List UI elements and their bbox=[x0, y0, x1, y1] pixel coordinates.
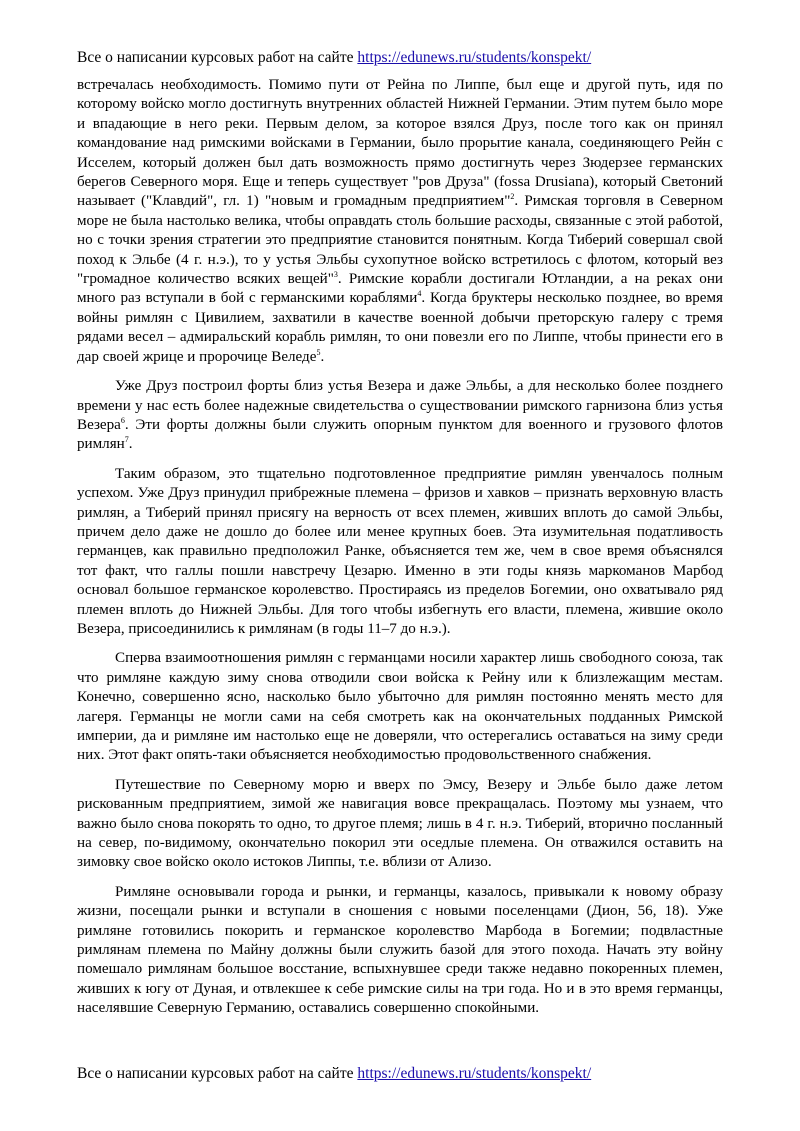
footnote-ref-2[interactable]: 2 bbox=[510, 192, 515, 202]
paragraph-4: Сперва взаимоотношения римлян с германцами носили характер лишь свободного союза, так что римляне каждую зиму снова отводили свои войска к Рейну или к близлежащим местам. Конечно, совершенно ясно, насколько было убыточно для римлян постоянно менять место для лагеря. Германцы не могли сами на себя смотреть как на окончательных подданных Римской империи, да и римляне им настолько еще не доверяли, что остерегались оставаться на зиму среди них. Этот факт опять-таки объясняется необходимостью продовольственного снабжения. bbox=[77, 650, 723, 764]
footnote-ref-7[interactable]: 7 bbox=[124, 435, 129, 445]
footer-text: Все о написании курсовых работ на сайте bbox=[77, 1065, 358, 1082]
paragraph-2-text-c: . bbox=[128, 436, 133, 453]
footnote-ref-3[interactable]: 3 bbox=[333, 270, 338, 280]
article-body bbox=[77, 76, 723, 1029]
paragraph-1 bbox=[77, 76, 723, 367]
footnote-ref-4[interactable]: 4 bbox=[417, 289, 422, 299]
footnote-ref-5[interactable]: 5 bbox=[316, 347, 321, 357]
paragraph-1-text-b: . Римская торговля в Северном море не была настолько велика, чтобы оправдать столь большие расходы, связанные с этой работой, но с точки зрения стратегии это предприятие становится понятным. Когда Тиберий совершал свой поход к Эльбе (4 г. н.э.), то у устья Эльбы сухопутное войско встретилось с флотом, который вез "громадное количество всяких вещей" bbox=[77, 193, 723, 288]
header-link[interactable]: https://edunews.ru/students/konspekt/ bbox=[357, 49, 592, 66]
paragraph-5: Путешествие по Северному морю и вверх по Эмсу, Везеру и Эльбе было даже летом рискованным предприятием, зимой же навигация вовсе прекращалась. Поэтому мы узнаем, что важно было снова покорять то одно, то другое племя; лишь в 4 г. н.э. Тиберий, вторично посланный на север, по-видимому, окончательно покорил эти оседлые племена. Он отважился оставить на зимовку свое войско около истоков Липпы, т.е. вблизи от Ализо. bbox=[77, 776, 723, 871]
page-header bbox=[77, 48, 737, 68]
paragraph-3: Таким образом, это тщательно подготовленное предприятие римлян увенчалось полным успехом. Уже Друз принудил прибрежные племена – фризов и хавков – признать верховную власть римлян, а Тиберий принял присягу на верность от всех племен, живших вплоть до самой Эльбы, причем дело даже не дошло до более или менее крупных боев. Эта изумительная податливость германцев, как правильно предположил Ранке, объясняется тем же, чем в свое время объяснялся тот факт, что галлы пошли навстречу Цезарю. Именно в эти годы князь маркоманов Марбод основал большое германское королевство. Простираясь из пределов Богемии, оно охватывало ряд племен вплоть до Нижней Эльбы. Для того чтобы избегнуть его власти, племена, жившие около Везера, присоединились к римлянам (в годы 11–7 до н.э.). bbox=[77, 465, 723, 637]
paragraph-2 bbox=[77, 377, 723, 455]
paragraph-1-text-a: встречалась необходимость. Помимо пути от Рейна по Липпе, был еще и другой путь, идя по которому войско могло достигнуть внутренних областей Нижней Германии. Этим путем было море и впадающие в него реки. Первым делом, за которое взялся Друз, после того как он принял командование над римскими войсками в Германии, было прорытие канала, соединяющего Рейн с Исселем, который должен был дать возможность прямо достигнуть через Зюдерзее германских берегов Северного моря. Еще и теперь существует "ров Друза" (fossa Drusiana), который Светоний называет ("Клавдий", гл. 1) "новым и громадным предприятием" bbox=[77, 77, 723, 210]
paragraph-2-text-a: Уже Друз построил форты близ устья Везера и даже Эльбы, а для несколько более позднего времени у нас есть более надежные свидетельства о существовании римского гарнизона близ устья Везера bbox=[77, 378, 723, 433]
paragraph-6: Римляне основывали города и рынки, и германцы, казалось, привыкали к новому образу жизни, посещали рынки и вступали в сношения с новыми поселенцами (Дион, 56, 18). Уже римляне готовились покорить и германское королевство Марбода в Богемии; подвластные римлянам племена по Майну должны были служить базой для этого похода. Начать эту войну помешало римлянам большое восстание, вспыхнувшее среди также недавно покоренных племен, живших к югу от Дуная, и отвлекшее к себе римские силы на три года. Но и в это время германцы, населявшие Северную Германию, оставались совершенно спокойными. bbox=[77, 883, 723, 1017]
paragraph-1-text-c: . Римские корабли достигали Ютландии, а на реках они много раз вступали в бой с германскими кораблями bbox=[77, 271, 723, 307]
footer-link[interactable]: https://edunews.ru/students/konspekt/ bbox=[357, 1065, 592, 1082]
page-footer bbox=[77, 1064, 737, 1084]
header-text: Все о написании курсовых работ на сайте bbox=[77, 49, 358, 66]
paragraph-1-text-e: . bbox=[320, 348, 325, 365]
paragraph-1-text-d: . Когда бруктеры несколько позднее, во время войны римлян с Цивилием, захватили в качестве военной добычи преторскую галеру с тремя рядами весел – адмиральский корабль римлян, то они повезли его по Липпе, чтобы принести его в дар своей жрице и пророчице Веледе bbox=[77, 290, 723, 365]
footnote-ref-6[interactable]: 6 bbox=[120, 415, 125, 425]
paragraph-2-text-b: . Эти форты должны были служить опорным пунктом для военного и грузового флотов римлян bbox=[77, 416, 723, 453]
